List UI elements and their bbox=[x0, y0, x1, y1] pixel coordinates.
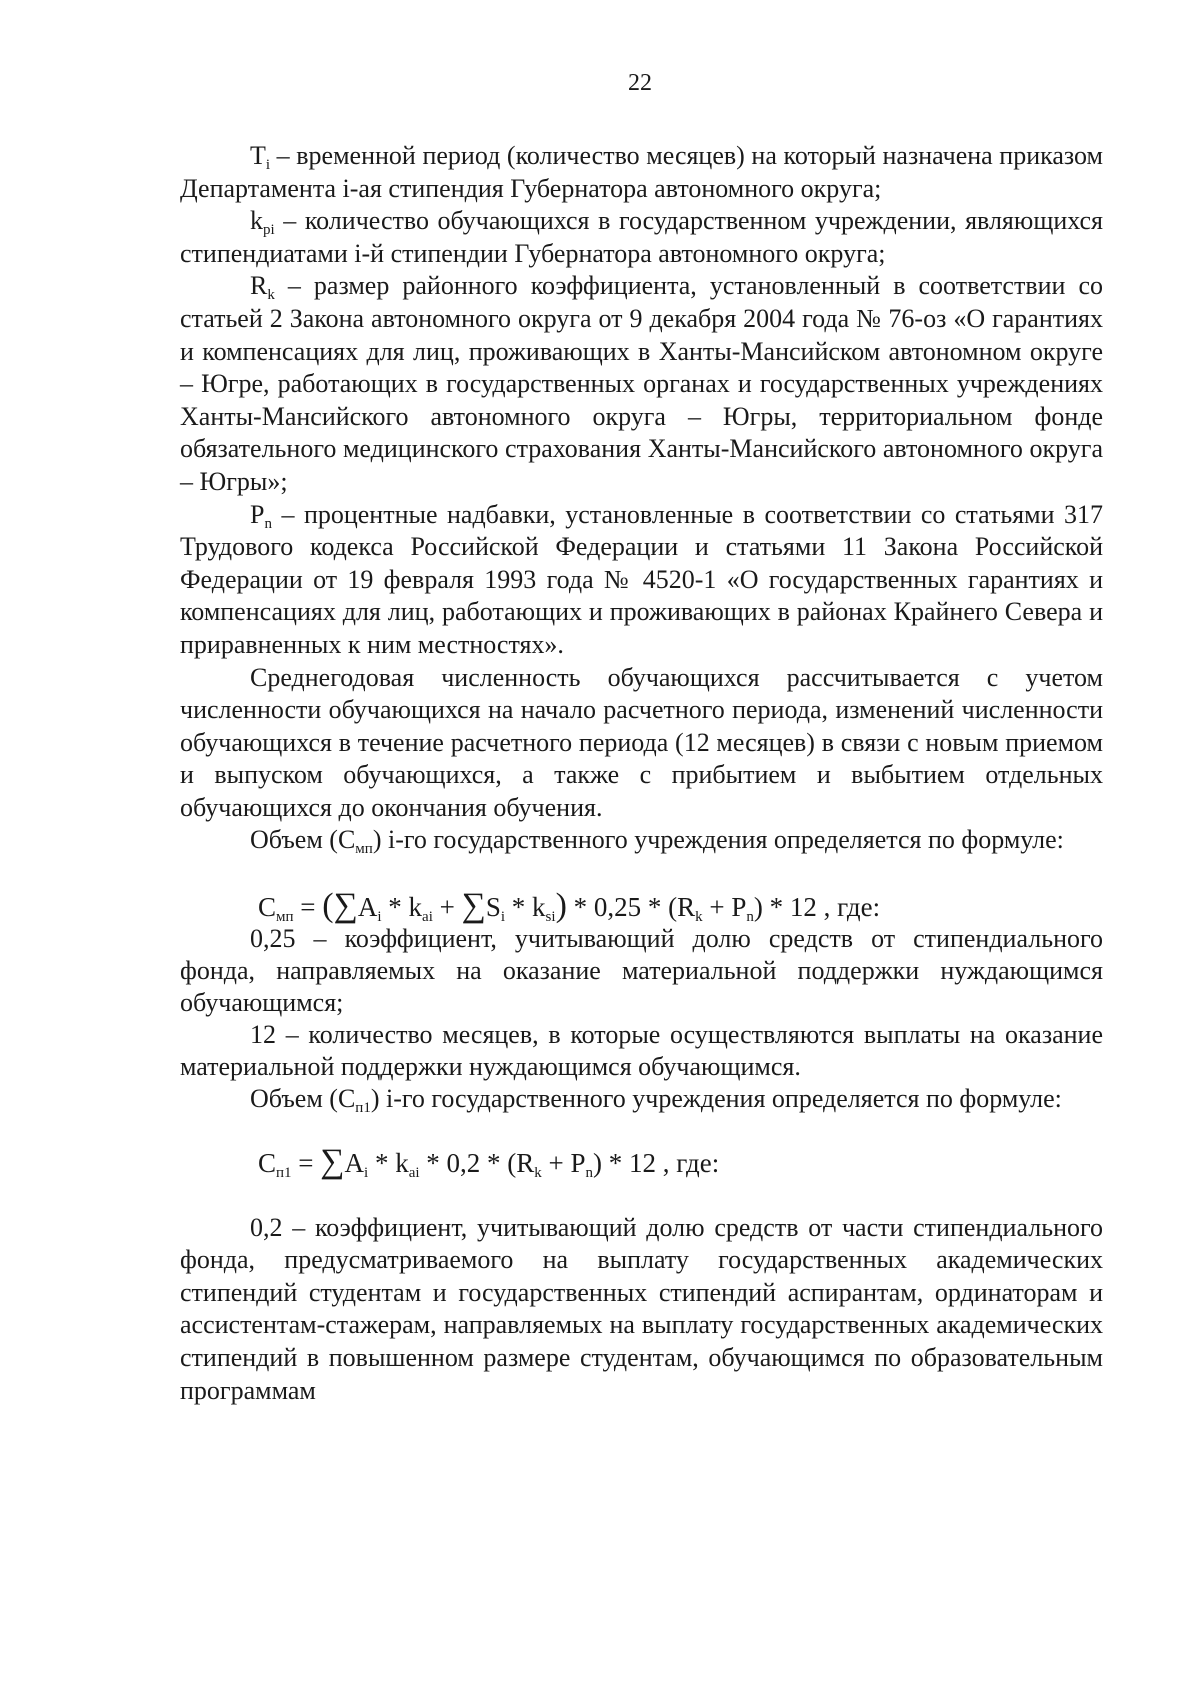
formula-sub: мп bbox=[276, 909, 294, 926]
page-number: 22 bbox=[628, 70, 652, 96]
definition-text: – временной период (количество месяцев) на который назначена приказом Департамента i-ая стипендия Губернатора автономного округа; bbox=[180, 141, 1103, 203]
symbol-subscript: pi bbox=[263, 222, 275, 239]
formula-sub: i bbox=[500, 909, 506, 926]
volume-mp-intro bbox=[180, 824, 1103, 857]
formula-sub: n bbox=[585, 1164, 594, 1181]
symbol-subscript: k bbox=[267, 287, 275, 304]
formula-term: k bbox=[408, 892, 423, 923]
definition-ti bbox=[180, 140, 1103, 205]
symbol: R bbox=[250, 271, 268, 301]
formula-term: ) * 12 bbox=[593, 1147, 657, 1178]
definition-text: – количество обучающихся в государственном учреждении, являющихся стипендиатами i-й стипендии Губернатора автономного округа; bbox=[180, 206, 1103, 268]
formula-sub: k bbox=[534, 1164, 542, 1181]
formula-term: * 0,2 * (R bbox=[419, 1147, 535, 1178]
formula-term: + P bbox=[541, 1147, 586, 1178]
symbol-subscript: n bbox=[264, 515, 272, 532]
formula-term: + P bbox=[702, 892, 747, 923]
formula-lhs: С bbox=[258, 892, 277, 923]
close-paren: ) bbox=[555, 887, 567, 925]
formula-term: ) * 12 bbox=[753, 892, 817, 923]
equals-sign: = bbox=[291, 1147, 321, 1178]
sum-symbol: ∑ bbox=[461, 887, 486, 925]
intro-text: Объем (С bbox=[250, 825, 356, 855]
formula-lhs: С bbox=[258, 1147, 277, 1178]
multiply-sign: * bbox=[381, 892, 409, 923]
intro-subscript: п1 bbox=[355, 1100, 371, 1117]
formula-sub: k bbox=[695, 909, 703, 926]
definition-kpi bbox=[180, 205, 1103, 270]
definition-text: – процентные надбавки, установленные в соответствии со статьями 317 Трудового кодекса Российской Федерации и статьями 11 Закона Российской Федерации от 19 февраля 1993 года № 4520-1 «О государственных гарантиях и компенсациях для лиц, работающих и проживающих в районах Крайнего Севера и приравненных к ним местностях». bbox=[180, 499, 1103, 659]
formula-term: k bbox=[532, 892, 546, 923]
formula-sub: si bbox=[545, 909, 556, 926]
formula-where: , где: bbox=[816, 892, 881, 923]
formula-where: , где: bbox=[656, 1147, 720, 1178]
formula-sub: ai bbox=[408, 1164, 420, 1181]
symbol: T bbox=[250, 141, 266, 170]
multiply-sign: * bbox=[505, 892, 533, 923]
formula-sub: п1 bbox=[276, 1164, 292, 1181]
coefficient-02-paragraph: 0,2 – коэффициент, учитывающий долю средств от части стипендиального фонда, предусматриваемого на выплату государственных академических стипендий студентам и государственных стипендий аспирантам, ординаторам и ассистентам-стажерам, направляемых на выплату государственных академических стипендий в повышенном размере студентам, обучающимся по образовательным программам bbox=[180, 1212, 1103, 1405]
symbol: P bbox=[250, 499, 265, 529]
formula-term: A bbox=[357, 892, 378, 923]
definition-rk bbox=[180, 270, 1103, 498]
intro-subscript: мп bbox=[355, 841, 373, 858]
formula-sub: i bbox=[377, 909, 382, 926]
plus-sign: + bbox=[432, 892, 462, 923]
formula-term: A bbox=[344, 1147, 365, 1178]
formula-term: S bbox=[485, 892, 501, 923]
document-body bbox=[180, 140, 1103, 1407]
formula-sub: i bbox=[364, 1164, 369, 1181]
formula-p1 bbox=[180, 1142, 1103, 1181]
open-paren: ( bbox=[322, 887, 334, 925]
sum-symbol: ∑ bbox=[333, 887, 358, 925]
definition-pn bbox=[180, 499, 1103, 662]
sum-symbol: ∑ bbox=[320, 1142, 345, 1180]
multiply-sign: * bbox=[368, 1147, 396, 1178]
volume-p1-intro bbox=[180, 1083, 1103, 1116]
equals-sign: = bbox=[293, 892, 323, 923]
months-12-paragraph: 12 – количество месяцев, в которые осуществляются выплаты на оказание материальной поддержки нуждающимся обучающимся. bbox=[180, 1020, 1103, 1082]
definition-text: – размер районного коэффициента, установленный в соответствии со статьей 2 Закона автономного округа от 9 декабря 2004 года № 76-оз «О гарантиях и компенсациях для лиц, проживающих в Ханты-Мансийском автономном округе – Югре, работающих в государственных органах и государственных учреждениях Ханты-Мансийского автономного округа – Югры, территориальном фонде обязательного медицинского страхования Ханты-Мансийского автономного округа – Югры»; bbox=[180, 271, 1103, 496]
formula-sub: n bbox=[746, 909, 754, 926]
formula-term: * 0,25 * (R bbox=[566, 892, 696, 923]
symbol: k bbox=[250, 206, 263, 236]
intro-text: Объем (С bbox=[250, 1084, 356, 1114]
average-headcount-paragraph: Среднегодовая численность обучающихся рассчитывается с учетом численности обучающихся на начало расчетного периода, изменений численности обучающихся в течение расчетного периода (12 месяцев) в связи с новым приемом и выпуском обучающихся, а также с прибытием и выбытием отдельных обучающихся до окончания обучения. bbox=[180, 662, 1103, 822]
formula-sub: ai bbox=[422, 909, 433, 926]
formula-mp bbox=[180, 887, 1103, 926]
intro-text: ) i-го государственного учреждения определяется по формуле: bbox=[372, 825, 1064, 855]
formula-term: k bbox=[395, 1147, 409, 1178]
intro-text: ) i-го государственного учреждения определяется по формуле: bbox=[370, 1084, 1062, 1114]
coefficient-025-paragraph: 0,25 – коэффициент, учитывающий долю средств от стипендиального фонда, направляемых на оказание материальной поддержки нуждающимся обучающимся; bbox=[180, 924, 1103, 1018]
symbol-subscript: i bbox=[265, 157, 271, 173]
